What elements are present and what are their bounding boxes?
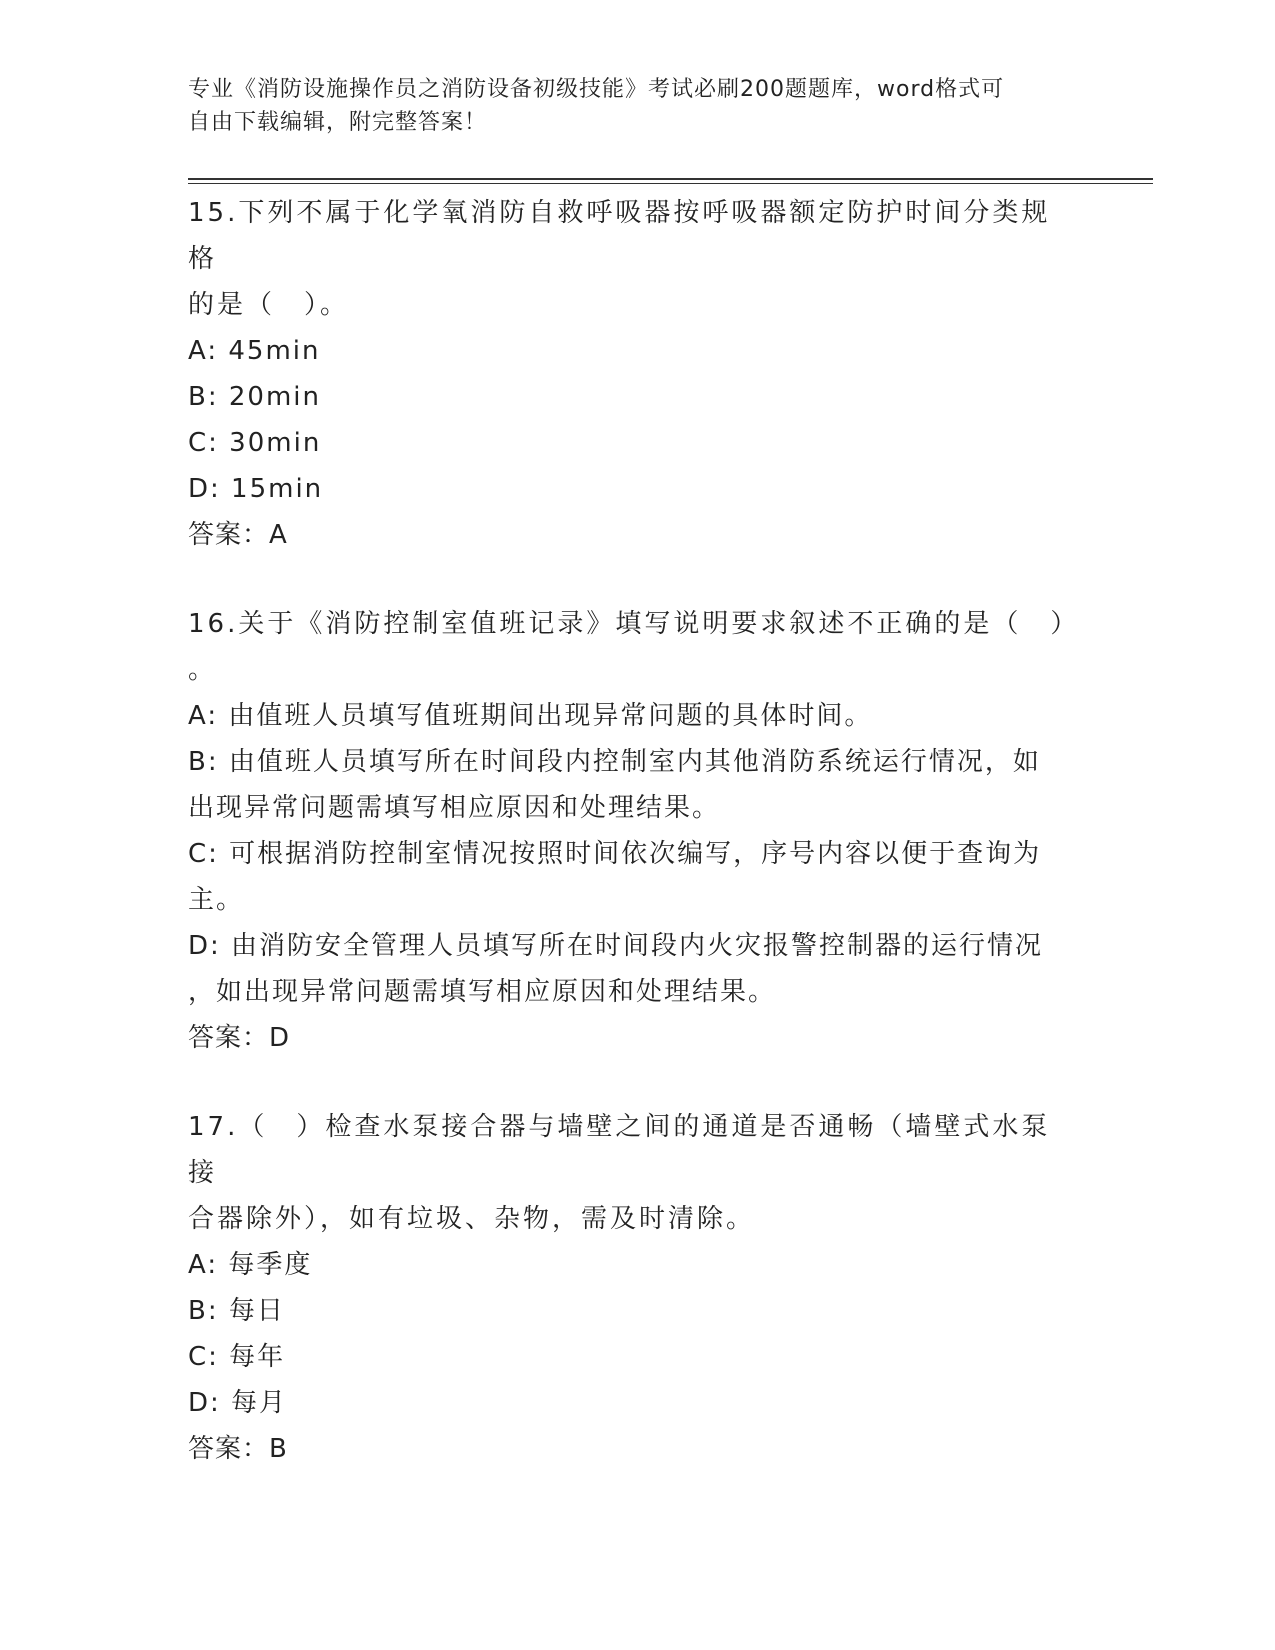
document-header bbox=[188, 73, 1068, 139]
option-b: B: 由值班人员填写所在时间段内控制室内其他消防系统运行情况，如 bbox=[188, 747, 1041, 777]
question-stem: 16.关于《消防控制室值班记录》填写说明要求叙述不正确的是（ ） bbox=[188, 609, 1080, 639]
option-a: A: 由值班人员填写值班期间出现异常问题的具体时间。 bbox=[188, 701, 873, 731]
option-d: D: 由消防安全管理人员填写所在时间段内火灾报警控制器的运行情况 bbox=[188, 931, 1044, 961]
question-list bbox=[188, 190, 1080, 1472]
option-c: C: 可根据消防控制室情况按照时间依次编写，序号内容以便于查询为 bbox=[188, 839, 1042, 869]
question-block bbox=[188, 190, 1073, 558]
question-stem: 17.（ ）检查水泵接合器与墙壁之间的通道是否通畅（墙壁式水泵接 bbox=[188, 1112, 1051, 1188]
header-divider bbox=[188, 178, 1153, 180]
question-block bbox=[188, 601, 1080, 1061]
question-stem: 合器除外），如有垃圾、杂物，需及时清除。 bbox=[188, 1204, 756, 1234]
option-c-continued: 主。 bbox=[188, 885, 245, 915]
option-c: C: 每年 bbox=[188, 1342, 286, 1372]
header-line: 自由下载编辑，附完整答案！ bbox=[188, 110, 488, 135]
option-c: C: 30min bbox=[188, 428, 322, 458]
option-d-continued: ，如出现异常问题需填写相应原因和处理结果。 bbox=[188, 977, 777, 1007]
question-stem: 的是（ ）。 bbox=[188, 290, 350, 320]
option-d: D: 每月 bbox=[188, 1388, 288, 1418]
answer-line: 答案：A bbox=[188, 520, 288, 550]
header-divider bbox=[188, 183, 1153, 184]
question-spacer bbox=[188, 558, 1073, 601]
question-block bbox=[188, 1104, 1073, 1472]
header-line: 专业《消防设施操作员之消防设备初级技能》考试必刷200题题库，word格式可 bbox=[188, 77, 1005, 102]
question-spacer bbox=[188, 1061, 1073, 1104]
question-stem: 15.下列不属于化学氧消防自救呼吸器按呼吸器额定防护时间分类规格 bbox=[188, 198, 1051, 274]
option-b: B: 20min bbox=[188, 382, 321, 412]
option-a: A: 每季度 bbox=[188, 1250, 313, 1280]
option-a: A: 45min bbox=[188, 336, 321, 366]
question-stem: 。 bbox=[188, 655, 218, 685]
option-b-continued: 出现异常问题需填写相应原因和处理结果。 bbox=[188, 793, 721, 823]
option-b: B: 每日 bbox=[188, 1296, 285, 1326]
answer-line: 答案：D bbox=[188, 1023, 291, 1053]
answer-line: 答案：B bbox=[188, 1434, 288, 1464]
option-d: D: 15min bbox=[188, 474, 324, 504]
